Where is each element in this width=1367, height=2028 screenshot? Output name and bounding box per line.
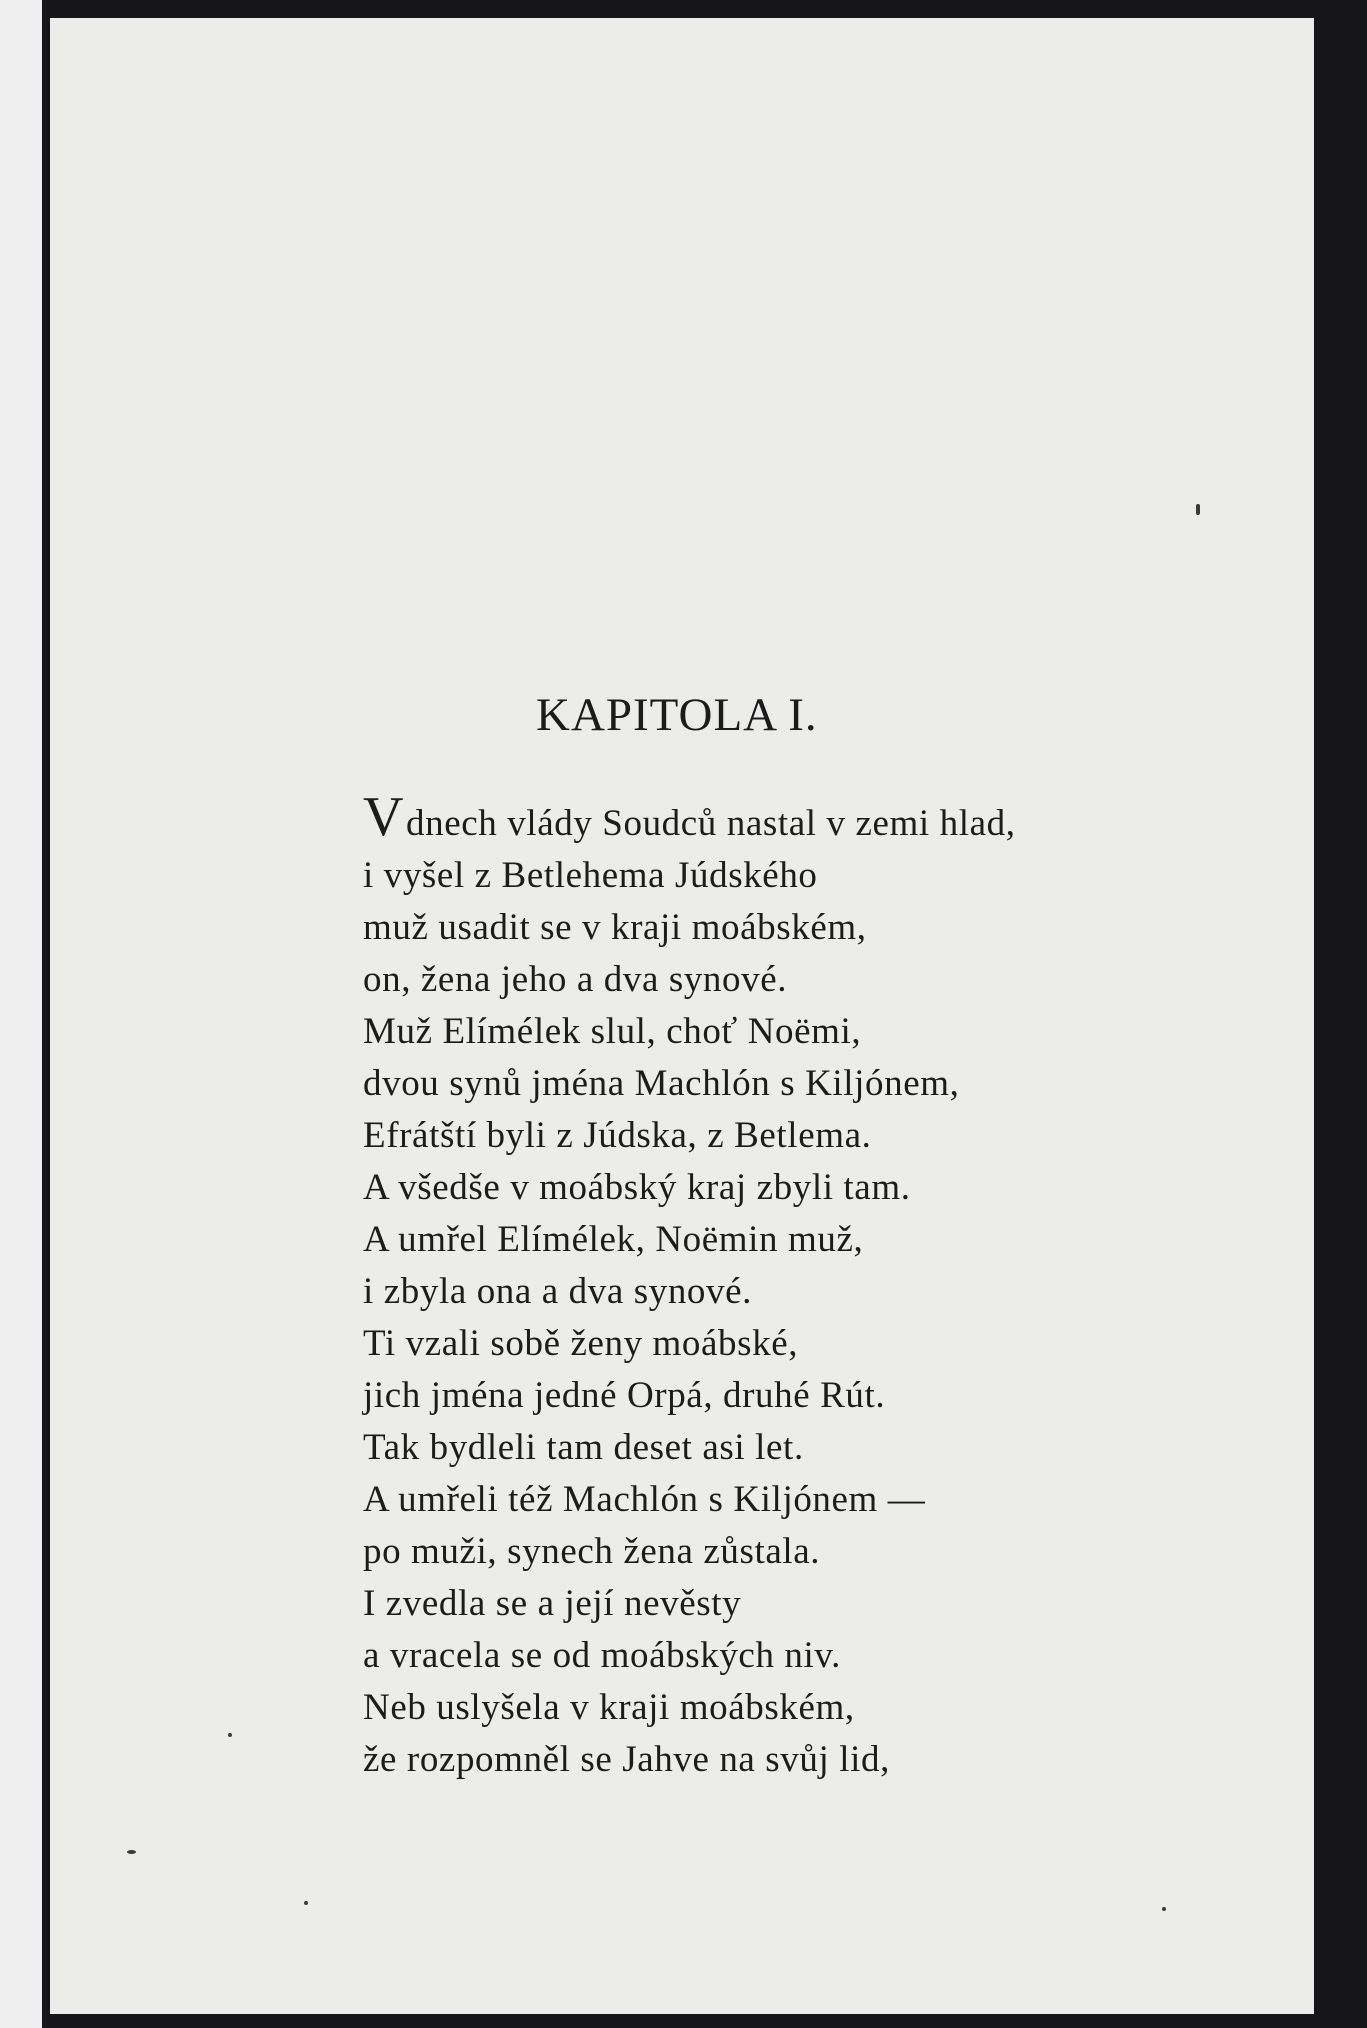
poem-line: on, žena jeho a dva synové. (363, 959, 788, 1000)
paper-speck (228, 1733, 232, 1737)
poem-line: i zbyla ona a dva synové. (363, 1271, 752, 1312)
poem-line: i vyšel z Betlehema Júdského (363, 855, 818, 896)
poem-line: jich jména jedné Orpá, druhé Rút. (363, 1375, 886, 1416)
poem-line: A umřel Elímélek, Noëmin muž, (363, 1219, 864, 1260)
poem-line: Ti vzali sobě ženy moábské, (363, 1323, 799, 1364)
poem-line: Neb uslyšela v kraji moábském, (363, 1687, 855, 1728)
left-page-edge (0, 0, 42, 2028)
poem-line: a vracela se od moábských niv. (363, 1635, 841, 1676)
poem-line (363, 786, 1016, 850)
paper-speck (1196, 504, 1200, 515)
paper-speck (1162, 1907, 1166, 1911)
poem-line (363, 1786, 1016, 1838)
poem-line: A všedše v moábský kraj zbyli tam. (363, 1167, 911, 1208)
paper-speck (127, 1850, 136, 1854)
book-page (50, 18, 1314, 2014)
poem-line: Efrátští byli z Júdska, z Betlema. (363, 1115, 872, 1156)
poem-line: že rozpomněl se Jahve na svůj lid, (363, 1739, 890, 1780)
poem-line: muž usadit se v kraji moábském, (363, 907, 867, 948)
chapter-title: KAPITOLA I. (536, 689, 818, 741)
poem-line: Muž Elímélek slul, choť Noëmi, (363, 1011, 862, 1052)
poem-line: Tak bydleli tam deset asi let. (363, 1427, 804, 1468)
poem-line-text: dnech vlády Soudců nastal v zemi hlad, (406, 803, 1016, 844)
poem-line: I zvedla se a její nevěsty (363, 1583, 742, 1624)
poem-text (363, 786, 1016, 1838)
drop-cap: V (363, 786, 405, 848)
poem-line: A umřeli též Machlón s Kiljónem — (363, 1479, 926, 1520)
poem-line: po muži, synech žena zůstala. (363, 1531, 821, 1572)
poem-line: dvou synů jména Machlón s Kiljónem, (363, 1063, 960, 1104)
paper-speck (304, 1901, 308, 1905)
